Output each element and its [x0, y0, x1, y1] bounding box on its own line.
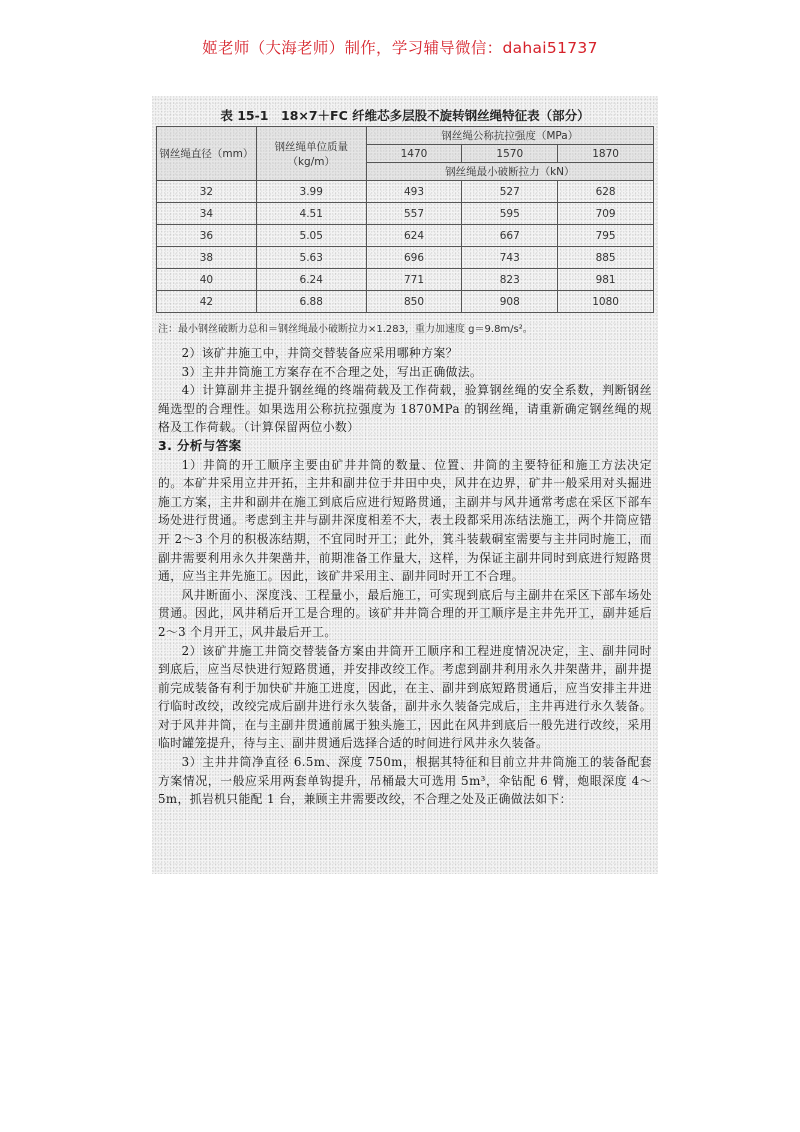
table-cell: 3.99: [256, 181, 366, 203]
table-cell: 885: [558, 247, 654, 269]
table-cell: 6.24: [256, 269, 366, 291]
table-cell: 32: [157, 181, 257, 203]
table-cell: 40: [157, 269, 257, 291]
answer-paragraph: 风井断面小、深度浅、工程量小，最后施工，可实现到底后与主副井在采区下部车场处贯通。因此，风井稍后开工是合理的。该矿井井筒合理的开工顺序是主井先开工，副井延后 2～3 个月开工，风井最后开工。: [158, 587, 652, 639]
wire-rope-spec-table: [156, 126, 654, 313]
table-cell: 628: [558, 181, 654, 203]
answer-paragraph: 3）主井井筒净直径 6.5m、深度 750m，根据其特征和目前立井井筒施工的装备配套方案情况，一般应采用两套单钩提升，吊桶最大可选用 5m³，伞钻配 6 臂，炮眼深度 4～5m，抓岩机只能配 1 台，兼顾主井需要改绞，不合理之处及正确做法如下：: [158, 755, 652, 807]
col-header-diameter: 钢丝绳直径（mm）: [157, 127, 257, 181]
table-row: [157, 225, 654, 247]
table-cell: 527: [462, 181, 558, 203]
table-cell: 981: [558, 269, 654, 291]
table-cell: 743: [462, 247, 558, 269]
table-cell: 709: [558, 203, 654, 225]
scanned-page: [152, 96, 658, 874]
table-cell: 5.05: [256, 225, 366, 247]
table-cell: 4.51: [256, 203, 366, 225]
table-cell: 667: [462, 225, 558, 247]
table-cell: 6.88: [256, 291, 366, 313]
table-cell: 42: [157, 291, 257, 313]
table-row: [157, 203, 654, 225]
table-cell: 771: [366, 269, 462, 291]
page-header-watermark: 姬老师（大海老师）制作，学习辅导微信：dahai51737: [202, 39, 598, 57]
question-paragraph: 4）计算副井主提升钢丝绳的终端荷载及工作荷载，验算钢丝绳的安全系数，判断钢丝绳选型的合理性。如果选用公称抗拉强度为 1870MPa 的钢丝绳，请重新确定钢丝绳的规格及工作荷载。（计算保留两位小数）: [158, 383, 652, 435]
table-cell: 595: [462, 203, 558, 225]
col-header-strength: 1870: [558, 145, 654, 163]
answer-paragraph: 1）井筒的开工顺序主要由矿井井筒的数量、位置、井筒的主要特征和施工方法决定的。本矿井采用立井开拓，主井和副井位于井田中央，风井在边界，矿井一般采用对头掘进施工方案，主井和副井在施工到底后应进行短路贯通，主副井与风井通常考虑在采区下部车场处进行贯通。考虑到主井与副井深度相差不大，表土段都采用冻结法施工，两个井筒应错开 2～3 个月的积极冻结期，不宜同时开工；此外，箕斗装载硐室需要与主井同时施工，而副井需要利用永久井架凿井，前期准备工作量大，这样，为保证主副井同时到底进行短路贯通，应当主井先施工。因此，该矿井采用主、副井同时开工不合理。: [158, 457, 652, 584]
table-cell: 493: [366, 181, 462, 203]
table-cell: 5.63: [256, 247, 366, 269]
table-cell: 823: [462, 269, 558, 291]
table-row: [157, 291, 654, 313]
table-cell: 908: [462, 291, 558, 313]
table-row: [157, 247, 654, 269]
col-header-strength-group: 钢丝绳公称抗拉强度（MPa）: [366, 127, 653, 145]
col-header-unit-mass: 钢丝绳单位质量（kg/m）: [256, 127, 366, 181]
answer-paragraph: 2）该矿井施工井筒交替装备方案由井筒开工顺序和工程进度情况决定，主、副井同时到底后，应当尽快进行短路贯通，并安排改绞工作。考虑到副井利用永久井架凿井，副井提前完成装备有利于加快矿井施工进度，因此，在主、副井到底短路贯通后，应当安排主井进行临时改绞，改绞完成后副井进行永久装备，副井永久装备完成后，主井再进行永久装备。对于风井井筒，在与主副井贯通前属于独头施工，因此在风井到底后一般先进行改绞，采用临时罐笼提升，待与主、副井贯通后选择合适的时间进行风井永久装备。: [158, 643, 652, 751]
table-title: 表 15-1 18×7＋FC 纤维芯多层股不旋转钢丝绳特征表（部分）: [220, 108, 590, 123]
section-heading: 3. 分析与答案: [158, 437, 242, 453]
table-cell: 850: [366, 291, 462, 313]
table-cell: 696: [366, 247, 462, 269]
table-cell: 34: [157, 203, 257, 225]
table-note: 注：最小钢丝破断力总和＝钢丝绳最小破断拉力×1.283，重力加速度 g＝9.8m/s²。: [158, 324, 533, 335]
table-cell: 557: [366, 203, 462, 225]
body-text: [158, 344, 652, 809]
question-paragraph: 3）主井井筒施工方案存在不合理之处，写出正确做法。: [181, 364, 483, 379]
table-cell: 1080: [558, 291, 654, 313]
table-cell: 36: [157, 225, 257, 247]
table-cell: 38: [157, 247, 257, 269]
table-row: [157, 181, 654, 203]
col-header-strength: 1570: [462, 145, 558, 163]
table-row: [157, 269, 654, 291]
table-cell: 624: [366, 225, 462, 247]
table-cell: 795: [558, 225, 654, 247]
col-header-breaking-force: 钢丝绳最小破断拉力（kN）: [366, 163, 653, 181]
question-paragraph: 2）该矿井施工中，井筒交替装备应采用哪种方案？: [181, 346, 458, 360]
col-header-strength: 1470: [366, 145, 462, 163]
